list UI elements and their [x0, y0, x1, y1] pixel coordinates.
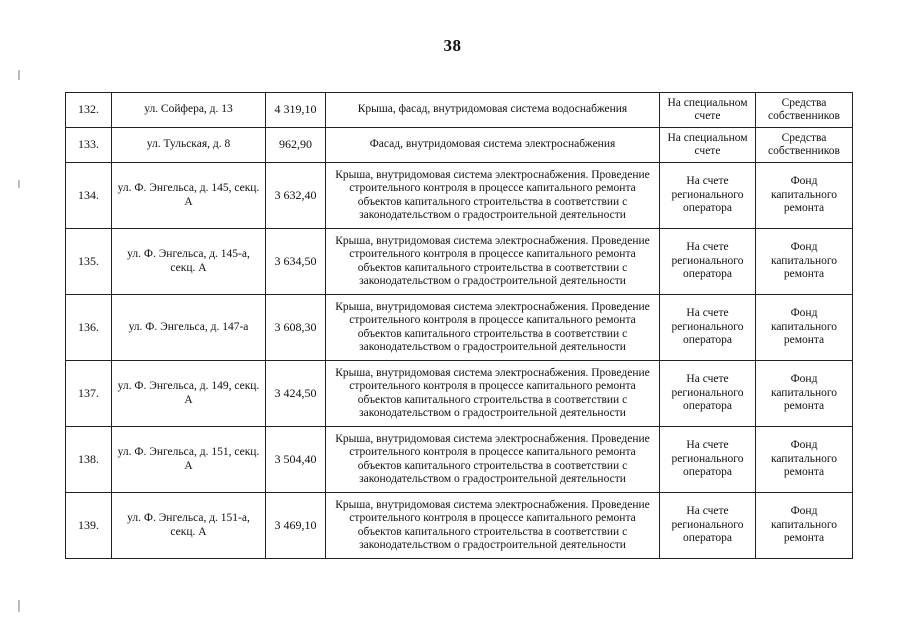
table-row — [66, 361, 853, 427]
funding-source-cell: Фонд капитального ремонта — [756, 361, 853, 427]
funding-source-cell: Фонд капитального ремонта — [756, 163, 853, 229]
address-cell: ул. Сойфера, д. 13 — [112, 93, 266, 128]
amount-cell: 3 469,10 — [266, 493, 326, 559]
row-number: 138. — [66, 427, 112, 493]
address-cell: ул. Тульская, д. 8 — [112, 128, 266, 163]
row-number: 135. — [66, 229, 112, 295]
account-cell: На счете регионального оператора — [660, 295, 756, 361]
amount-cell: 962,90 — [266, 128, 326, 163]
table-row — [66, 229, 853, 295]
funding-source-cell: Средства собственников — [756, 93, 853, 128]
table-row — [66, 128, 853, 163]
account-cell: На счете регионального оператора — [660, 163, 756, 229]
account-cell: На специальном счете — [660, 128, 756, 163]
address-cell: ул. Ф. Энгельса, д. 151-а, секц. А — [112, 493, 266, 559]
funding-source-cell: Средства собственников — [756, 128, 853, 163]
works-cell: Крыша, внутридомовая система электроснабжения. Проведение строительного контроля в процессе капитального ремонта объектов капитального строительства в соответствии с законодательством о градостроительной деятельности — [326, 361, 660, 427]
address-cell: ул. Ф. Энгельса, д. 145-а, секц. А — [112, 229, 266, 295]
row-number: 137. — [66, 361, 112, 427]
amount-cell: 4 319,10 — [266, 93, 326, 128]
works-cell: Крыша, внутридомовая система электроснабжения. Проведение строительного контроля в процессе капитального ремонта объектов капитального строительства в соответствии с законодательством о градостроительной деятельности — [326, 295, 660, 361]
amount-cell: 3 608,30 — [266, 295, 326, 361]
address-cell: ул. Ф. Энгельса, д. 151, секц. А — [112, 427, 266, 493]
works-cell: Крыша, внутридомовая система электроснабжения. Проведение строительного контроля в процессе капитального ремонта объектов капитального строительства в соответствии с законодательством о градостроительной деятельности — [326, 427, 660, 493]
scan-edge-mark — [18, 180, 20, 188]
row-number: 139. — [66, 493, 112, 559]
works-cell: Крыша, внутридомовая система электроснабжения. Проведение строительного контроля в процессе капитального ремонта объектов капитального строительства в соответствии с законодательством о градостроительной деятельности — [326, 163, 660, 229]
amount-cell: 3 504,40 — [266, 427, 326, 493]
account-cell: На специальном счете — [660, 93, 756, 128]
table-row — [66, 295, 853, 361]
row-number: 134. — [66, 163, 112, 229]
account-cell: На счете регионального оператора — [660, 427, 756, 493]
address-cell: ул. Ф. Энгельса, д. 145, секц. А — [112, 163, 266, 229]
row-number: 133. — [66, 128, 112, 163]
amount-cell: 3 424,50 — [266, 361, 326, 427]
repair-program-table — [65, 92, 853, 559]
amount-cell: 3 634,50 — [266, 229, 326, 295]
funding-source-cell: Фонд капитального ремонта — [756, 295, 853, 361]
address-cell: ул. Ф. Энгельса, д. 147-а — [112, 295, 266, 361]
works-cell: Крыша, фасад, внутридомовая система водоснабжения — [326, 93, 660, 128]
account-cell: На счете регионального оператора — [660, 229, 756, 295]
row-number: 136. — [66, 295, 112, 361]
scan-edge-mark — [18, 70, 20, 80]
table-row — [66, 163, 853, 229]
works-cell: Крыша, внутридомовая система электроснабжения. Проведение строительного контроля в процессе капитального ремонта объектов капитального строительства в соответствии с законодательством о градостроительной деятельности — [326, 493, 660, 559]
funding-source-cell: Фонд капитального ремонта — [756, 427, 853, 493]
row-number: 132. — [66, 93, 112, 128]
amount-cell: 3 632,40 — [266, 163, 326, 229]
account-cell: На счете регионального оператора — [660, 361, 756, 427]
table-row — [66, 427, 853, 493]
table-row — [66, 493, 853, 559]
scan-edge-mark — [18, 600, 20, 612]
works-cell: Фасад, внутридомовая система электроснабжения — [326, 128, 660, 163]
works-cell: Крыша, внутридомовая система электроснабжения. Проведение строительного контроля в процессе капитального ремонта объектов капитального строительства в соответствии с законодательством о градостроительной деятельности — [326, 229, 660, 295]
funding-source-cell: Фонд капитального ремонта — [756, 493, 853, 559]
funding-source-cell: Фонд капитального ремонта — [756, 229, 853, 295]
account-cell: На счете регионального оператора — [660, 493, 756, 559]
address-cell: ул. Ф. Энгельса, д. 149, секц. А — [112, 361, 266, 427]
table-row — [66, 93, 853, 128]
page-number: 38 — [443, 36, 462, 55]
